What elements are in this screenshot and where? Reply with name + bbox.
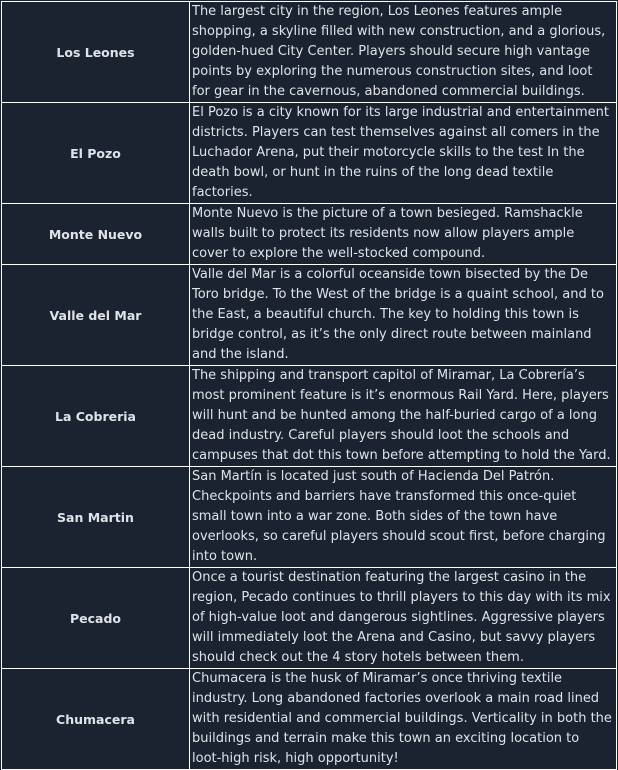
location-name: Los Leones (2, 2, 190, 103)
location-description: The largest city in the region, Los Leones features ample shopping, a skyline filled with new construction, and a glorious, golden-hued City Center. Players should secure high vantage points by exploring the numerous construction sites, and loot for gear in the cavernous, abandoned commercial buildings. (190, 2, 617, 103)
table-row (2, 103, 617, 204)
location-description: Once a tourist destination featuring the largest casino in the region, Pecado continues to thrill players to this day with its mix of high-value loot and dangerous sightlines. Aggressive players will immediately loot the Arena and Casino, but savvy players should check out the 4 story hotels between them. (190, 568, 617, 669)
locations-table (1, 1, 617, 770)
location-name: San Martin (2, 467, 190, 568)
location-name: Chumacera (2, 669, 190, 770)
location-description: El Pozo is a city known for its large industrial and entertainment districts. Players can test themselves against all comers in the Luchador Arena, put their motorcycle skills to the test In the death bowl, or hunt in the ruins of the long dead textile factories. (190, 103, 617, 204)
table-row (2, 467, 617, 568)
table-row (2, 2, 617, 103)
location-name: Monte Nuevo (2, 204, 190, 265)
location-description: Chumacera is the husk of Miramar’s once thriving textile industry. Long abandoned factories overlook a main road lined with residential and commercial buildings. Verticality in both the buildings and terrain make this town an exciting location to loot-high risk, high opportunity! (190, 669, 617, 770)
table-row (2, 669, 617, 770)
location-description: San Martín is located just south of Hacienda Del Patrón. Checkpoints and barriers have transformed this once-quiet small town into a war zone. Both sides of the town have overlooks, so careful players should scout first, before charging into town. (190, 467, 617, 568)
table-row (2, 366, 617, 467)
location-description: Valle del Mar is a colorful oceanside town bisected by the De Toro bridge. To the West of the bridge is a quaint school, and to the East, a beautiful church. The key to holding this town is bridge control, as it’s the only direct route between mainland and the island. (190, 265, 617, 366)
location-description: The shipping and transport capitol of Miramar, La Cobrería’s most prominent feature is it’s enormous Rail Yard. Here, players will hunt and be hunted among the half-buried cargo of a long dead industry. Careful players should loot the schools and campuses that dot this town before attempting to hold the Yard. (190, 366, 617, 467)
location-name: Pecado (2, 568, 190, 669)
location-description: Monte Nuevo is the picture of a town besieged. Ramshackle walls built to protect its residents now allow players ample cover to explore the well-stocked compound. (190, 204, 617, 265)
location-name: El Pozo (2, 103, 190, 204)
table-row (2, 568, 617, 669)
table-row (2, 265, 617, 366)
location-name: La Cobreria (2, 366, 190, 467)
location-name: Valle del Mar (2, 265, 190, 366)
table-row (2, 204, 617, 265)
